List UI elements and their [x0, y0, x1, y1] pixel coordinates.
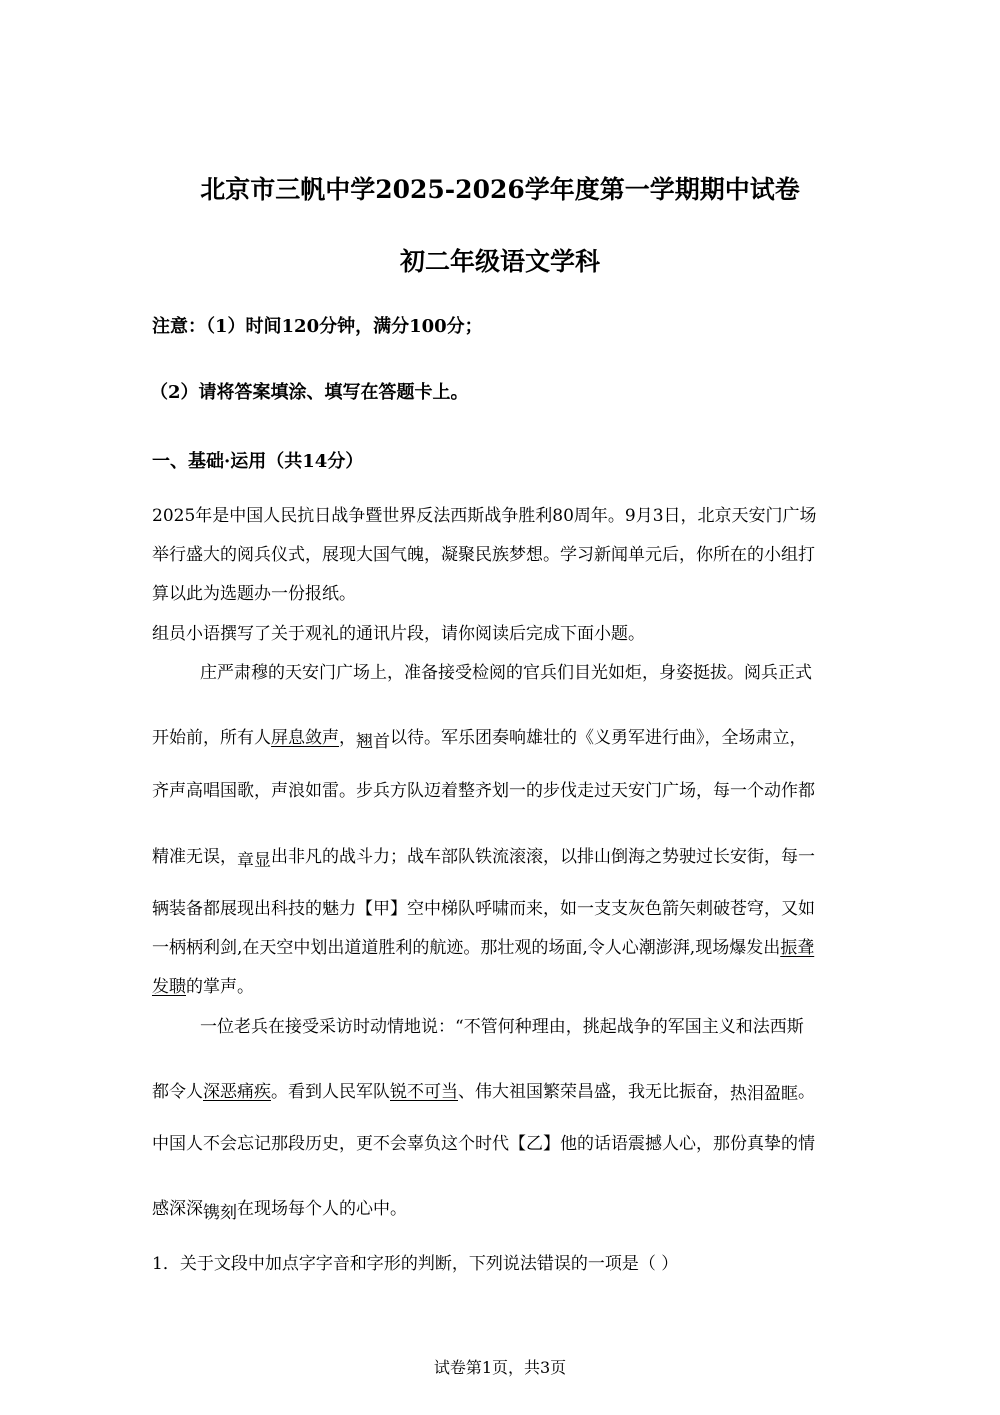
passage-line-3: 齐声高唱国歌，声浪如雷。步兵方队迈着整齐划一的步伐走过天安门广场，每一个动作都 [152, 781, 815, 801]
underlined-phrase: 锐不可当 [390, 1082, 458, 1102]
passage-line-11 [152, 1197, 852, 1221]
text-segment: ， [339, 728, 356, 748]
notice-line-2: （2）请将答案填涂、填写在答题卡上。 [150, 382, 469, 403]
section-heading: 一、基础·运用（共14分） [152, 451, 364, 472]
intro-line-4: 组员小语撰写了关于观礼的通讯片段，请你阅读后完成下面小题。 [152, 624, 645, 644]
text-segment: 一柄柄利剑,在天空中划出道道胜利的航迹。那壮观的场面,令人心潮澎湃,现场爆发出 [152, 938, 781, 958]
text-segment: 以待。军乐团奏响雄壮的《义勇军进行曲》，全场肃立， [390, 728, 807, 748]
exam-title: 北京市三帆中学2025-2026学年度第一学期期中试卷 [200, 175, 800, 204]
text-segment: 在现场每个人的心中。 [237, 1199, 407, 1219]
passage-line-7 [152, 975, 852, 999]
text-segment: 的掌声。 [186, 977, 254, 997]
underlined-phrase: 振聋 [780, 938, 815, 958]
dotted-word: 热泪盈眶 [730, 1084, 798, 1104]
intro-line-3: 算以此为选题办一份报纸。 [152, 584, 356, 604]
underlined-phrase: 发聩 [152, 977, 186, 997]
passage-line-6 [152, 936, 852, 960]
page-footer: 试卷第1页，共3页 [433, 1358, 567, 1377]
passage-line-1: 庄严肃穆的天安门广场上，准备接受检阅的官兵们目光如炬，身姿挺拔。阅兵正式 [200, 663, 812, 683]
intro-line-2: 举行盛大的阅兵仪式，展现大国气魄，凝聚民族梦想。学习新闻单元后，你所在的小组打 [152, 545, 815, 565]
text-segment: 开始前，所有人 [152, 728, 271, 748]
passage-line-8: 一位老兵在接受采访时动情地说：“不管何种理由，挑起战争的军国主义和法西斯 [200, 1017, 804, 1037]
text-segment: 感深深 [152, 1199, 203, 1219]
passage-line-2 [152, 726, 852, 750]
exam-subtitle: 初二年级语文学科 [399, 247, 600, 276]
underlined-phrase: 深恶痛疾 [203, 1082, 271, 1102]
dotted-word: 镌刻 [203, 1203, 237, 1223]
passage-line-5: 辆装备都展现出科技的魅力【甲】空中梯队呼啸而来，如一支支灰色箭矢刺破苍穹，又如 [152, 899, 815, 919]
dotted-word: 章显 [237, 851, 271, 871]
dotted-word: 翘首 [356, 732, 390, 752]
intro-line-1: 2025年是中国人民抗日战争暨世界反法西斯战争胜利80周年。9月3日，北京天安门广场 [152, 506, 817, 526]
text-segment: 都令人 [152, 1082, 203, 1102]
passage-line-10: 中国人不会忘记那段历史，更不会辜负这个时代【乙】他的话语震撼人心，那份真挚的情 [152, 1134, 815, 1154]
text-segment: 。看到人民军队 [271, 1082, 390, 1102]
passage-line-4 [152, 845, 852, 869]
text-segment: 。 [798, 1082, 815, 1102]
passage-line-9 [152, 1080, 852, 1104]
notice-line-1: 注意：（1）时间120分钟，满分100分； [152, 316, 483, 337]
underlined-phrase: 屏息敛声 [271, 728, 339, 748]
text-segment: 出非凡的战斗力；战车部队铁流滚滚，以排山倒海之势驶过长安街，每一 [271, 847, 815, 867]
text-segment: 、伟大祖国繁荣昌盛，我无比振奋， [458, 1082, 730, 1102]
question-1: 1．关于文段中加点字字音和字形的判断，下列说法错误的一项是（ ） [152, 1254, 679, 1274]
text-segment: 精准无误， [152, 847, 237, 867]
